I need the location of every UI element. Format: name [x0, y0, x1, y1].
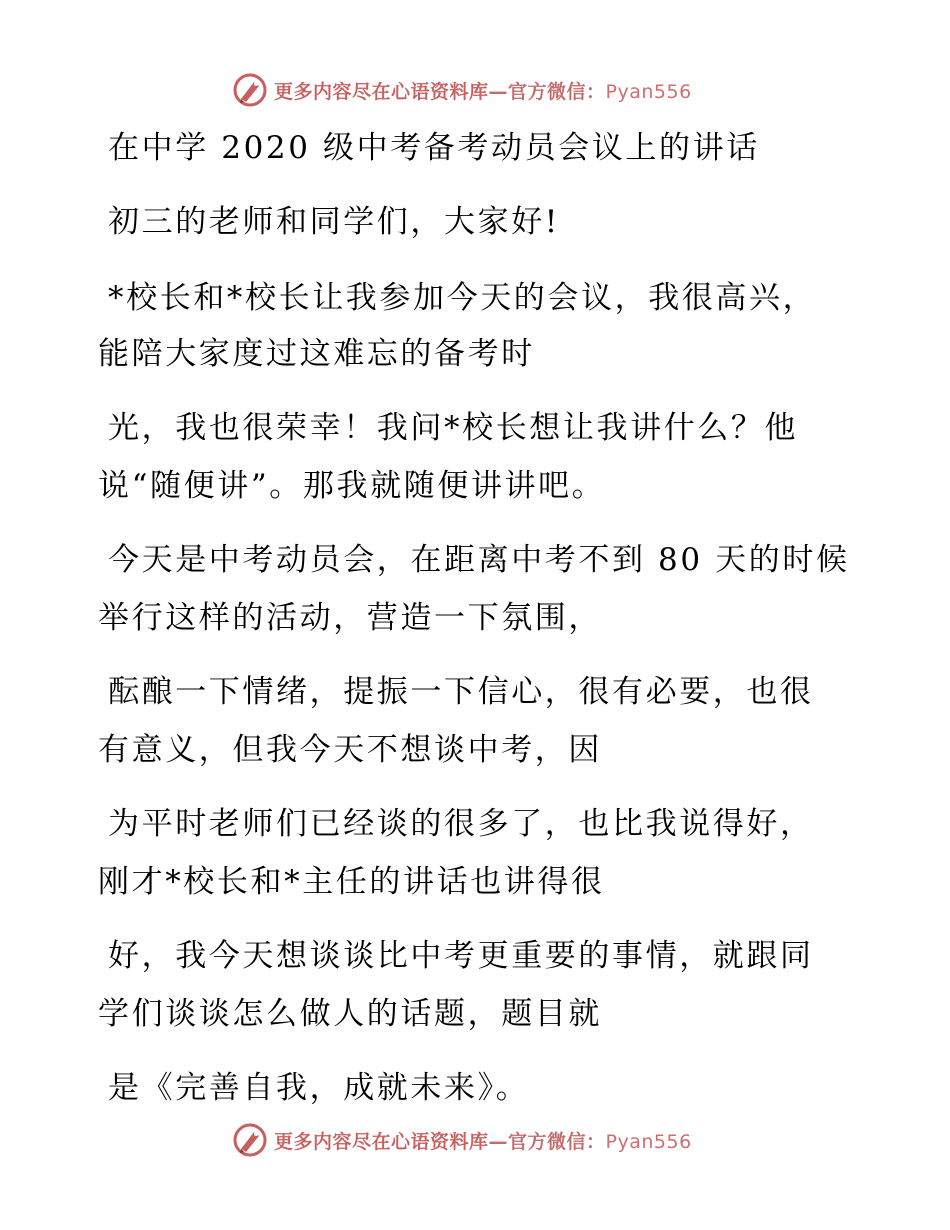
text-line-12: 好，我今天想谈谈比中考更重要的事情，就跟同	[108, 938, 814, 974]
text-line-1: 初三的老师和同学们，大家好!	[108, 204, 560, 240]
text-line-2: *校长和*校长让我参加今天的会议，我很高兴，	[108, 280, 817, 316]
text-line-5: 说“随便讲”。那我就随便讲讲吧。	[98, 468, 606, 504]
watermark-brand: 更多内容尽在心语资料库	[274, 1130, 489, 1153]
text-line-9: 有意义，但我今天不想谈中考，因	[98, 732, 602, 768]
text-line-7: 举行这样的活动，营造一下氛围，	[98, 600, 602, 636]
watermark-text	[274, 77, 692, 104]
watermark-official: 官方微信：	[508, 1130, 606, 1153]
watermark-dash: —	[488, 1130, 509, 1153]
text-line-13: 学们谈谈怎么做人的话题，题目就	[98, 996, 602, 1032]
pen-logo-icon	[232, 72, 268, 108]
text-line-4: 光，我也很荣幸！我问*校长想让我讲什么？他	[108, 410, 799, 446]
pen-logo-icon	[232, 1122, 268, 1158]
text-line-10: 为平时老师们已经谈的很多了，也比我说得好，	[108, 806, 814, 842]
watermark-text	[274, 1127, 692, 1154]
watermark-brand: 更多内容尽在心语资料库	[274, 80, 489, 103]
text-line-14: 是《完善自我，成就未来》。	[108, 1070, 530, 1106]
text-line-11: 刚才*校长和*主任的讲话也讲得很	[98, 864, 605, 900]
watermark-handle: Pyan556	[605, 1130, 692, 1153]
watermark-handle: Pyan556	[605, 80, 692, 103]
watermark-official: 官方微信：	[508, 80, 606, 103]
text-line-6: 今天是中考动员会，在距离中考不到 80 天的时候	[108, 542, 850, 578]
watermark-dash: —	[488, 80, 509, 103]
document-title: 在中学 2020 级中考备考动员会议上的讲话	[108, 130, 760, 166]
text-line-3: 能陪大家度过这难忘的备考时	[98, 336, 535, 372]
footer-watermark	[232, 1120, 692, 1160]
text-line-8: 酝酿一下情绪，提振一下信心，很有必要，也很	[108, 674, 814, 710]
header-watermark	[232, 70, 692, 110]
